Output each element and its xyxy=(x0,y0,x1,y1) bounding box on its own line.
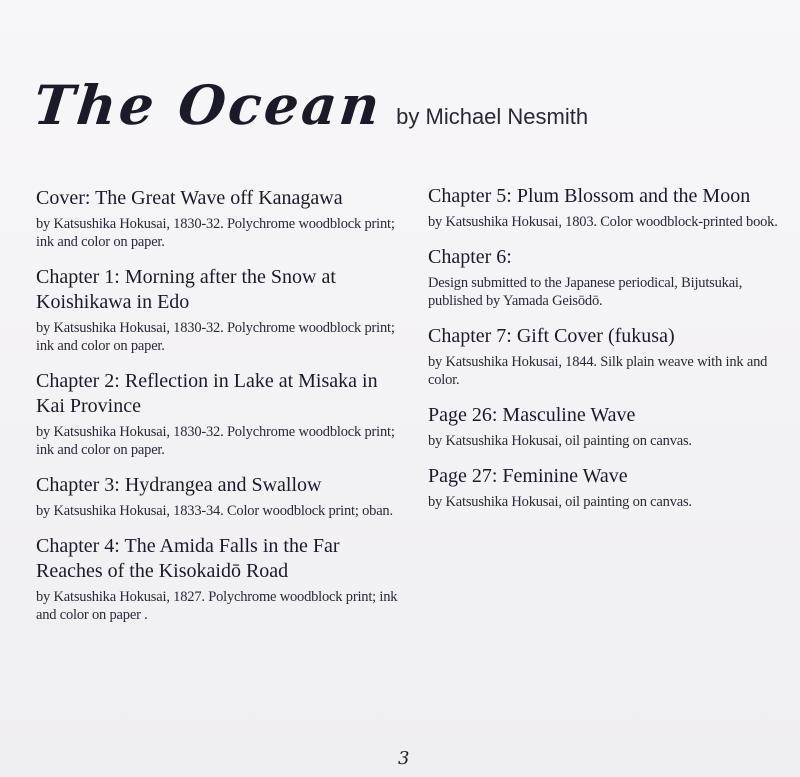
entry-description: by Katsushika Hokusai, oil painting on canvas. xyxy=(428,494,692,510)
credit-entry xyxy=(36,534,398,624)
entry-description: by Katsushika Hokusai, 1830-32. Polychrome woodblock print; ink and color on paper. xyxy=(36,320,395,354)
entry-title: Chapter 2: Reflection in Lake at Misaka in Kai Province xyxy=(36,370,378,417)
entry-description: by Katsushika Hokusai, 1830-32. Polychrome woodblock print; ink and color on paper. xyxy=(36,216,395,250)
page-title: The Ocean xyxy=(30,73,386,137)
page-number: 3 xyxy=(398,748,410,769)
entry-description: by Katsushika Hokusai, 1803. Color woodblock-printed book. xyxy=(428,214,778,230)
entry-description: by Katsushika Hokusai, 1830-32. Polychrome woodblock print; ink and color on paper. xyxy=(36,424,395,458)
entry-title: Page 27: Feminine Wave xyxy=(428,465,628,487)
entry-title: Chapter 7: Gift Cover (fukusa) xyxy=(428,325,675,347)
entry-description: by Katsushika Hokusai, 1844. Silk plain weave with ink and color. xyxy=(428,354,768,388)
entry-title: Page 26: Masculine Wave xyxy=(428,404,636,426)
credit-entry xyxy=(36,265,398,355)
entry-title: Chapter 3: Hydrangea and Swallow xyxy=(36,474,322,496)
entry-title: Chapter 1: Morning after the Snow at Koishikawa in Edo xyxy=(36,266,336,313)
entry-title: Chapter 6: xyxy=(428,246,512,268)
entry-title: Chapter 4: The Amida Falls in the Far Reaches of the Kisokaidō Road xyxy=(36,535,340,582)
credit-entry xyxy=(36,369,398,459)
entry-title: Chapter 5: Plum Blossom and the Moon xyxy=(428,185,751,207)
author-byline: by Michael Nesmith xyxy=(396,104,589,129)
entry-description: by Katsushika Hokusai, 1827. Polychrome woodblock print; ink and color on paper . xyxy=(36,589,398,623)
entry-description: by Katsushika Hokusai, 1833-34. Color woodblock print; oban. xyxy=(36,503,393,519)
right-column xyxy=(428,184,788,525)
left-column xyxy=(36,186,398,638)
credit-entry xyxy=(36,186,398,251)
entry-title: Cover: The Great Wave off Kanagawa xyxy=(36,187,343,209)
credit-entry xyxy=(428,464,788,511)
entry-description: by Katsushika Hokusai, oil painting on canvas. xyxy=(428,433,692,449)
credit-entry xyxy=(36,473,398,520)
credit-entry xyxy=(428,245,788,310)
credit-entry xyxy=(428,324,788,389)
entry-description: Design submitted to the Japanese periodical, Bijutsukai, published by Yamada Geisōdō. xyxy=(428,275,743,309)
credit-entry xyxy=(428,403,788,450)
credit-entry xyxy=(428,184,788,231)
page-header xyxy=(30,73,589,137)
